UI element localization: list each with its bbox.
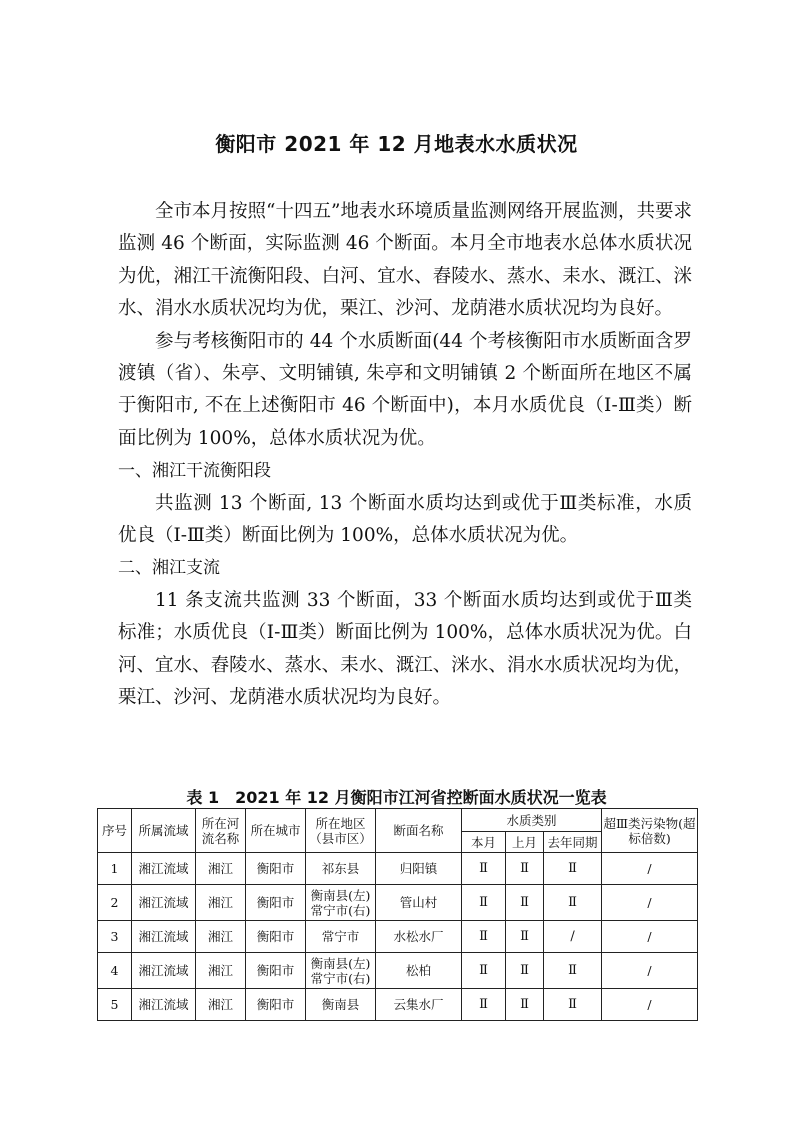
cell-basin: 湘江流域 [132, 953, 196, 989]
cell-last-year: / [544, 921, 602, 953]
cell-county: 祁东县 [306, 853, 376, 885]
tributaries-paragraph: 11 条支流共监测 33 个断面，33 个断面水质均达到或优于Ⅲ类标准；水质优良（Ⅰ-Ⅲ类）断面比例为 100%，总体水质状况为优。白河、宜水、舂陵水、蒸水、耒水、溉江、洣水、涓水水质状况均为优，栗江、沙河、龙荫港水质状况均为良好。 [118, 589, 692, 709]
cell-basin: 湘江流域 [132, 885, 196, 921]
summary-paragraph: 全市本月按照“十四五”地表水环境质量监测网络开展监测，共要求监测 46 个断面，实际监测 46 个断面。本月全市地表水总体水质状况为优，湘江干流衡阳段、白河、宜水、舂陵水、蒸水、耒水、溉江、洣水、涓水水质状况均为优，栗江、沙河、龙荫港水质状况均为良好。 [118, 201, 692, 320]
cell-this-month: Ⅱ [462, 921, 506, 953]
section-heading-tributaries: 二、湘江支流 [118, 558, 220, 579]
cell-pollutant: / [602, 885, 698, 921]
cell-pollutant: / [602, 853, 698, 885]
header-last-month: 上月 [506, 832, 544, 853]
cell-last-year: Ⅱ [544, 885, 602, 921]
cell-section: 管山村 [376, 885, 462, 921]
cell-this-month: Ⅱ [462, 989, 506, 1021]
cell-last-month: Ⅱ [506, 989, 544, 1021]
cell-index: 1 [98, 853, 132, 885]
cell-basin: 湘江流域 [132, 853, 196, 885]
cell-river: 湘江 [196, 853, 246, 885]
cell-city: 衡阳市 [246, 921, 306, 953]
header-county: 所在地区（县市区） [306, 809, 376, 853]
table-row [98, 853, 698, 885]
header-section: 断面名称 [376, 809, 462, 853]
cell-last-year: Ⅱ [544, 853, 602, 885]
cell-last-year: Ⅱ [544, 953, 602, 989]
header-last-year: 去年同期 [544, 832, 602, 853]
cell-section: 归阳镇 [376, 853, 462, 885]
assessment-paragraph: 参与考核衡阳市的 44 个水质断面(44 个考核衡阳市水质断面含罗渡镇（省）、朱亭、文明铺镇, 朱亭和文明铺镇 2 个断面所在地区不属于衡阳市, 不在上述衡阳市 46 个断面中)，本月水质优良（Ⅰ-Ⅲ类）断面比例为 100%，总体水质状况为优。 [118, 330, 692, 449]
table-row [98, 885, 698, 921]
cell-county: 衡南县(左) 常宁市(右) [306, 885, 376, 921]
cell-index: 5 [98, 989, 132, 1021]
header-this-month: 本月 [462, 832, 506, 853]
cell-index: 4 [98, 953, 132, 989]
cell-section: 水松水厂 [376, 921, 462, 953]
table-row [98, 921, 698, 953]
table-row [98, 953, 698, 989]
header-basin: 所属流域 [132, 809, 196, 853]
cell-county: 衡南县 [306, 989, 376, 1021]
cell-index: 3 [98, 921, 132, 953]
cell-river: 湘江 [196, 953, 246, 989]
cell-river: 湘江 [196, 885, 246, 921]
header-quality: 水质类别 [462, 809, 602, 832]
cell-this-month: Ⅱ [462, 953, 506, 989]
table-row [98, 989, 698, 1021]
cell-city: 衡阳市 [246, 953, 306, 989]
cell-river: 湘江 [196, 989, 246, 1021]
cell-section: 云集水厂 [376, 989, 462, 1021]
cell-county: 常宁市 [306, 921, 376, 953]
water-quality-table [97, 808, 698, 1021]
cell-city: 衡阳市 [246, 885, 306, 921]
cell-pollutant: / [602, 989, 698, 1021]
report-body [118, 196, 692, 715]
section-heading-mainstream: 一、湘江干流衡阳段 [118, 461, 271, 482]
cell-pollutant: / [602, 953, 698, 989]
cell-river: 湘江 [196, 921, 246, 953]
cell-basin: 湘江流域 [132, 989, 196, 1021]
cell-pollutant: / [602, 921, 698, 953]
cell-city: 衡阳市 [246, 989, 306, 1021]
cell-last-month: Ⅱ [506, 885, 544, 921]
cell-index: 2 [98, 885, 132, 921]
cell-section: 松柏 [376, 953, 462, 989]
header-pollutant: 超Ⅲ类污染物(超标倍数) [602, 809, 698, 853]
cell-last-month: Ⅱ [506, 953, 544, 989]
table-caption: 表 1 2021 年 12 月衡阳市江河省控断面水质状况一览表 [186, 788, 607, 807]
mainstream-paragraph: 共监测 13 个断面, 13 个断面水质均达到或优于Ⅲ类标准，水质优良（Ⅰ-Ⅲ类）断面比例为 100%，总体水质状况为优。 [118, 492, 692, 547]
cell-last-month: Ⅱ [506, 921, 544, 953]
header-index: 序号 [98, 809, 132, 853]
cell-this-month: Ⅱ [462, 853, 506, 885]
cell-last-year: Ⅱ [544, 989, 602, 1021]
header-city: 所在城市 [246, 809, 306, 853]
page-title: 衡阳市 2021 年 12 月地表水水质状况 [215, 132, 578, 156]
cell-city: 衡阳市 [246, 853, 306, 885]
cell-county: 衡南县(左) 常宁市(右) [306, 953, 376, 989]
header-river: 所在河流名称 [196, 809, 246, 853]
cell-this-month: Ⅱ [462, 885, 506, 921]
cell-basin: 湘江流域 [132, 921, 196, 953]
cell-last-month: Ⅱ [506, 853, 544, 885]
